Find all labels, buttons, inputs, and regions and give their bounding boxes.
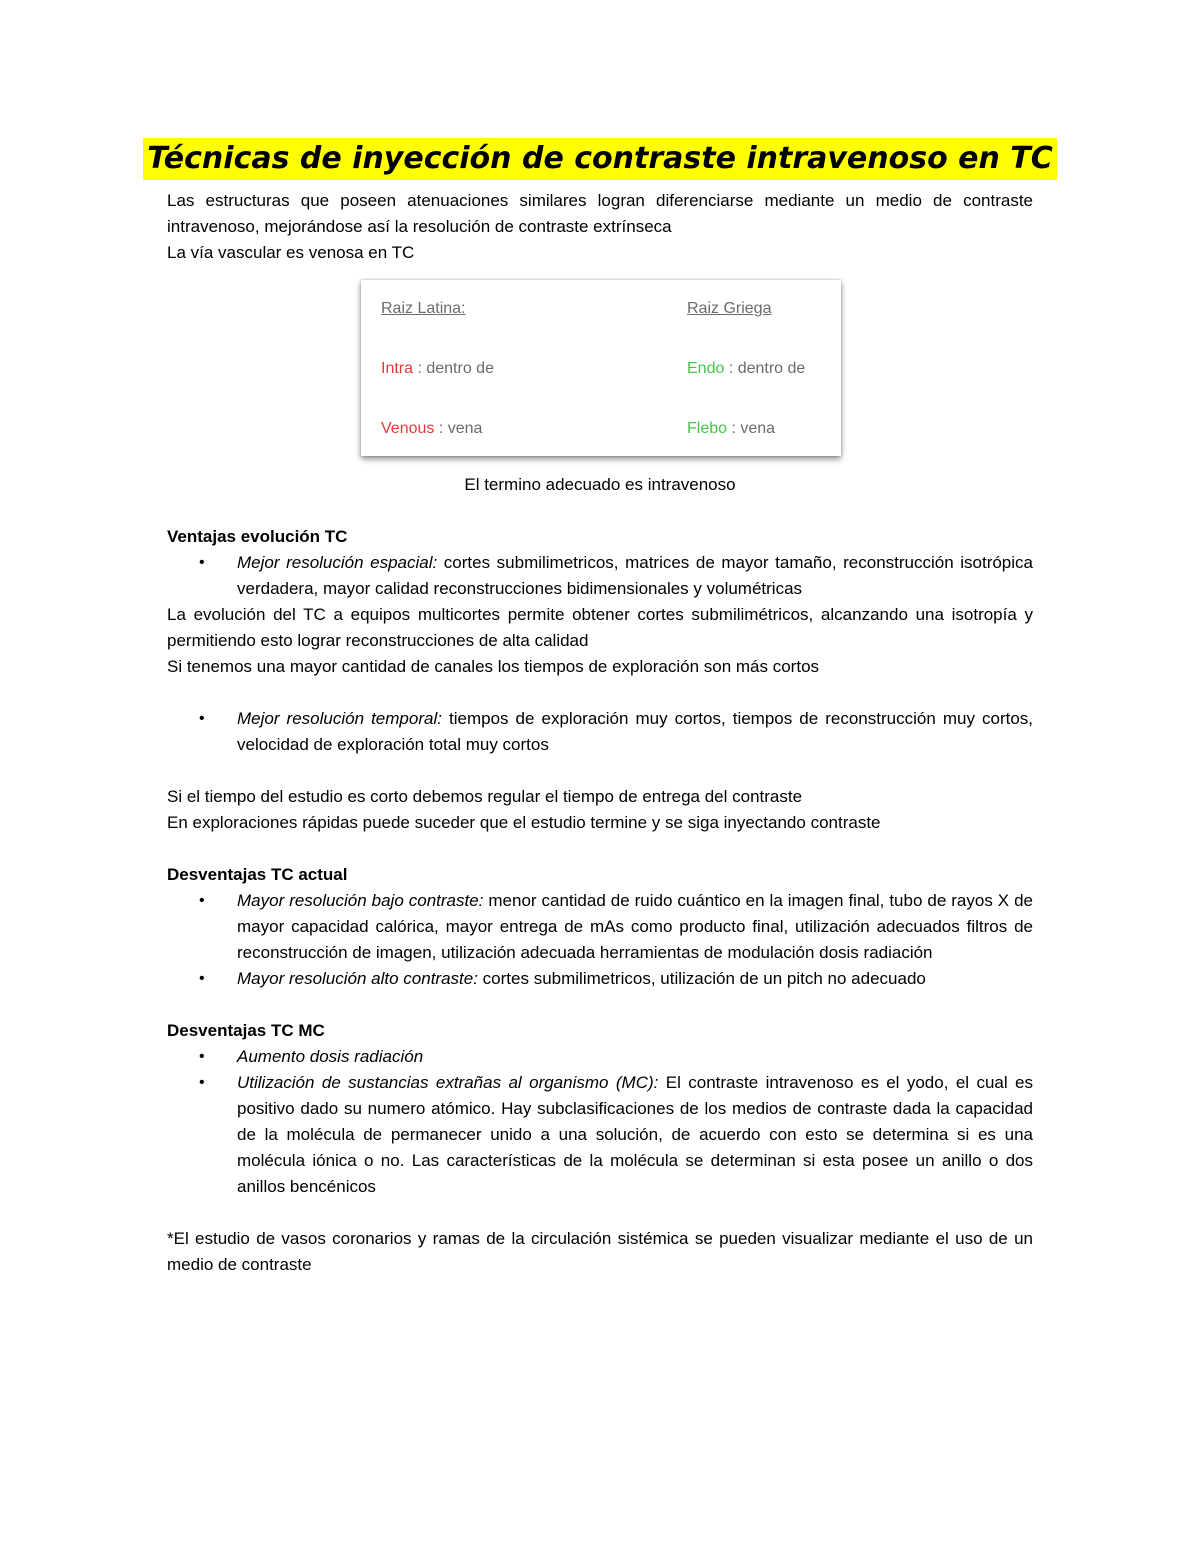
item-label: Aumento dosis radiación [237, 1047, 424, 1066]
list-item [167, 888, 1033, 966]
ventajas-list-2 [167, 706, 1033, 758]
item-text: cortes submilimetricos, matrices de mayor tamaño, reconstrucción isotrópica verdadera, mayor calidad reconstrucciones bidimensionales y volumétricas [237, 553, 1033, 598]
greek-root-header: Raiz Griega [687, 300, 772, 317]
paragraph: Si tenemos una mayor cantidad de canales los tiempos de exploración son más cortos [167, 657, 820, 676]
greek-root-column [687, 294, 805, 474]
document-body [167, 188, 1033, 1278]
footnote: *El estudio de vasos coronarios y ramas de la circulación sistémica se pueden visualizar mediante el uso de un medio de contraste [167, 1229, 1033, 1274]
bullet-icon: • [199, 970, 205, 987]
intro-paragraph-2: La vía vascular es venosa en TC [167, 243, 415, 262]
paragraph: Si el tiempo del estudio es corto debemos regular el tiempo de entrega del contraste [167, 787, 803, 806]
etymology-figure [361, 280, 841, 456]
item-text: El contraste intravenoso es el yodo, el cual es positivo dado su numero atómico. Hay subclasificaciones de los medios de contraste dada la capacidad de la molécula de permanecer unido a una solución, de acuerdo con esto se determina si es una molécula iónica o no. Las características de la molécula se determinan si esta posee un anillo o dos anillos bencénicos [237, 1073, 1033, 1196]
bullet-icon: • [199, 554, 205, 571]
title-container [0, 138, 1200, 180]
desventajas-actual-list [167, 888, 1033, 992]
intro-paragraph: Las estructuras que poseen atenuaciones similares logran diferenciarse mediante un medio de contraste intravenoso, mejorándose así la resolución de contraste extrínseca [167, 191, 1033, 236]
item-label: Mayor resolución bajo contraste: [237, 891, 484, 910]
latin-root-header: Raiz Latina: [381, 300, 466, 317]
item-text: menor cantidad de ruido cuántico en la imagen final, tubo de rayos X de mayor capacidad calórica, mayor entrega de mAs como producto final, utilización adecuados filtros de reconstrucción de imagen, utilización adecuada herramientas de modulación dosis radiación [237, 891, 1033, 962]
latin-root-column [381, 294, 494, 474]
bullet-icon: • [199, 892, 205, 909]
section-heading-desventajas-mc: Desventajas TC MC [167, 1021, 325, 1040]
section-heading-desventajas-actual: Desventajas TC actual [167, 865, 348, 884]
list-item [167, 1070, 1033, 1200]
latin-def-1: : dentro de [413, 360, 494, 377]
item-label: Mejor resolución temporal: [237, 709, 442, 728]
bullet-icon: • [199, 1048, 205, 1065]
desventajas-mc-list [167, 1044, 1033, 1200]
section-heading-ventajas: Ventajas evolución TC [167, 527, 348, 546]
greek-term-endo: Endo [687, 360, 725, 377]
item-label: Mayor resolución alto contraste: [237, 969, 478, 988]
list-item [167, 706, 1033, 758]
paragraph: La evolución del TC a equipos multicortes permite obtener cortes submilimétricos, alcanzando una isotropía y permitiendo esto lograr reconstrucciones de alta calidad [167, 605, 1033, 650]
greek-def-1: : dentro de [724, 360, 806, 377]
list-item [167, 1044, 1033, 1070]
bullet-icon: • [199, 1074, 205, 1091]
item-label: Utilización de sustancias extrañas al organismo (MC): [237, 1073, 659, 1092]
latin-term-venous: Venous [381, 420, 435, 437]
figure-caption: El termino adecuado es intravenoso [464, 475, 736, 494]
list-item [167, 966, 1033, 992]
latin-term-intra: Intra [381, 360, 414, 377]
item-text: tiempos de exploración muy cortos, tiempos de reconstrucción muy cortos, velocidad de exploración total muy cortos [237, 709, 1033, 754]
ventajas-list-1 [167, 550, 1033, 602]
latin-def-2: : vena [434, 420, 483, 437]
item-label: Mejor resolución espacial: [237, 553, 438, 572]
list-item [167, 550, 1033, 602]
greek-term-flebo: Flebo [687, 420, 728, 437]
item-text: cortes submilimetricos, utilización de un pitch no adecuado [477, 969, 926, 988]
bullet-icon: • [199, 710, 205, 727]
paragraph: En exploraciones rápidas puede suceder que el estudio termine y se siga inyectando contraste [167, 813, 881, 832]
page-title: Técnicas de inyección de contraste intravenoso en TC [143, 138, 1057, 180]
greek-def-2: : vena [727, 420, 776, 437]
